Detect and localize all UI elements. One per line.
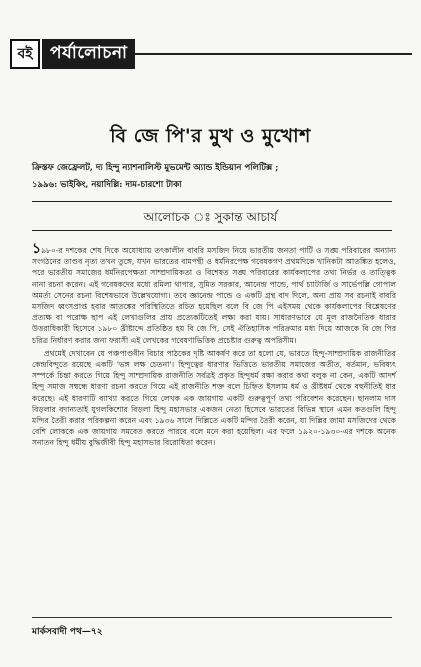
reviewer-credit: আলোচক ঃ সুকান্ত আচার্য [143,210,278,224]
section-header [8,37,412,71]
bibliography-line-1: ক্রিস্তফ জেফ্রেলট, দ্য হিন্দু ন্যাশনালিস্ট মুভমেন্ট অ্যান্ড ইন্ডিয়ান পলিটিক্স ; [32,163,279,173]
footer-rule [32,617,392,618]
body-paragraph-2: প্রথমেই দেখাবেন যে পঞ্চপাণ্ডবীন বিচার পাঠকের দৃষ্টি আকর্ষণ করে তা হলো যে, ভারতে হিন্দু-সাম্প্রদায়িক রাজনীতির কেন্দ্রবিন্দুতে রয়েছে একটি 'ভঙ্গ লক্ষ চেতনা'। হিন্দুত্বের ধারণার ভিত্তিতে ভারতীয় সমাজের অতীত, বর্তমান, ভবিষ্যৎ সম্পর্কে চিন্তা করতে গিয়ে হিন্দু সাম্প্রদায়িক রাজনীতি সর্বত্রই প্রকৃত হিন্দুধর্ম রক্ষা করার কথা বলুক না কেন, একটি আদর্শ হিন্দু সমাজ সম্বন্ধে ধারণা রচনা করতে গিয়ে এই রাজনীতি শক্ত বলে চিহ্নিত ইসলাম ধর্ম ও খ্রীষ্টধর্ম থেকে বহুনীতিই ধার করেছে। এই ধারণাটি ব্যাখ্যা করতে গিয়ে লেখক এক জায়গায় একটি গুরুত্বপূর্ণ তথ্য পরিবেশন করেছেন। ছানলাম দাস বিড়লার বদান্যতাই যুগলকিশোর বিড়লা হিন্দু মহাসভার একজন নেতা হিসেবে ভারতের বিভিন্ন স্থানে এমন কতগুলি হিন্দু মন্দির তৈরী করার পরিকল্পনা করেন এবং ১৯৩৬ সালে দিল্লিতে একটি মন্দির তৈরী করেন, যা দিল্লির জামা মসজিদের থেকে বেশি লোককে এক জায়গায় সমবেত করতে পারবে বলে মনে করা হয়েছিল। এর ফলে ১৯২০-১৯৩০-এর দশকে অনেক সনাতন হিন্দু ধর্মীয় বুদ্ধিজীবী হিন্দু মহাসভার বিরোধিতা করেন। [32,348,396,448]
book-label-box: বই [10,39,40,69]
header-rule [135,53,412,55]
divider-bottom [32,230,392,231]
article-title: বি জে পি'র মুখ ও মুখোশ [110,125,311,147]
paragraph-1-text: ৯৮০-র দশকের শেষ দিকে অযোধ্যায় তৎকালীন বাবরি মসজিদ নিয়ে ভারতীয় জনতা পার্টি ও সঙ্ঘ পরিবারের অন্যান্য সংগঠনের তাণ্ডব নৃত্য তখন তুঙ্গে, যখন ভারতের বামপন্থী ও ধর্মনিরপেক্ষ গবেষকগণ প্রথমদিকে খানিকটা আতঙ্কিত হলেও, পরে ভারতীয় সমাজের ধর্মনিরপেক্ষতা সাম্প্রদায়িকতা ও বিশেষত সঙ্ঘ পরিবারের কার্যকলাপের তথ্য নির্ভর ও তাত্ত্বিক নানা রচনা করেন। এই গবেষকদের মধ্যে রমিলা থাপার, সুমিত সরকার, আনেন্দ্র পান্ডে, পার্থ চ্যাটার্জি ও সার্ভেপল্লি গোপাল অমর্ত্য সেনের রচনা বিশেষভাবে উল্লেখযোগ্য। তবে জ্ঞানেন্দ্র পান্ডে ও একটি গ্রন্থ বাদ দিলে, অন্য প্রায় সব রচনাই বাবরি মসজিদ ধ্বংসপ্রাপ্ত হবার আতঙ্কের পরিস্থিতিতে রচিত হয়েছিল বলে বি জে পি এইসময় থেকে কার্যকলাপের বিশ্লেষণের প্রত্যক্ষ বা পরোক্ষ ছাপ এই লেখাগুলির প্রায় প্রত্যেকটিতেই লক্ষ্য করা যায়। সাধারণভাবে যে মূল রাজনৈতিক ধারার উত্তরাধিকারী হিসেবে ১৯৮০ খ্রীষ্টাব্দে প্রতিষ্ঠিত হয় বি জে পি, সেই ঐতিহাসিক পরিক্রমার মধ্য দিয়ে আজকে বি জে পির চরিত্র নির্ধারণ করার জন্য ফরাসী এই লেখকের গবেষণাভিত্তিক প্রচেষ্টার গুরুত্ব অপরিসীম। [32,246,396,345]
drop-numeral: ১ [32,241,42,257]
bibliography-line-2: ১৯৯৬: ভাইকিং, নয়াদিল্লি: দাম-চারশো টাকা [32,180,182,190]
review-section-label: পর্যালোচনা [42,39,135,69]
bibliography-block [32,160,392,194]
page-footer: মার্কসবাদী পথ—৭২ [32,627,103,637]
body-paragraph-1 [32,241,396,346]
article-body [32,241,396,451]
divider-top [32,201,392,202]
